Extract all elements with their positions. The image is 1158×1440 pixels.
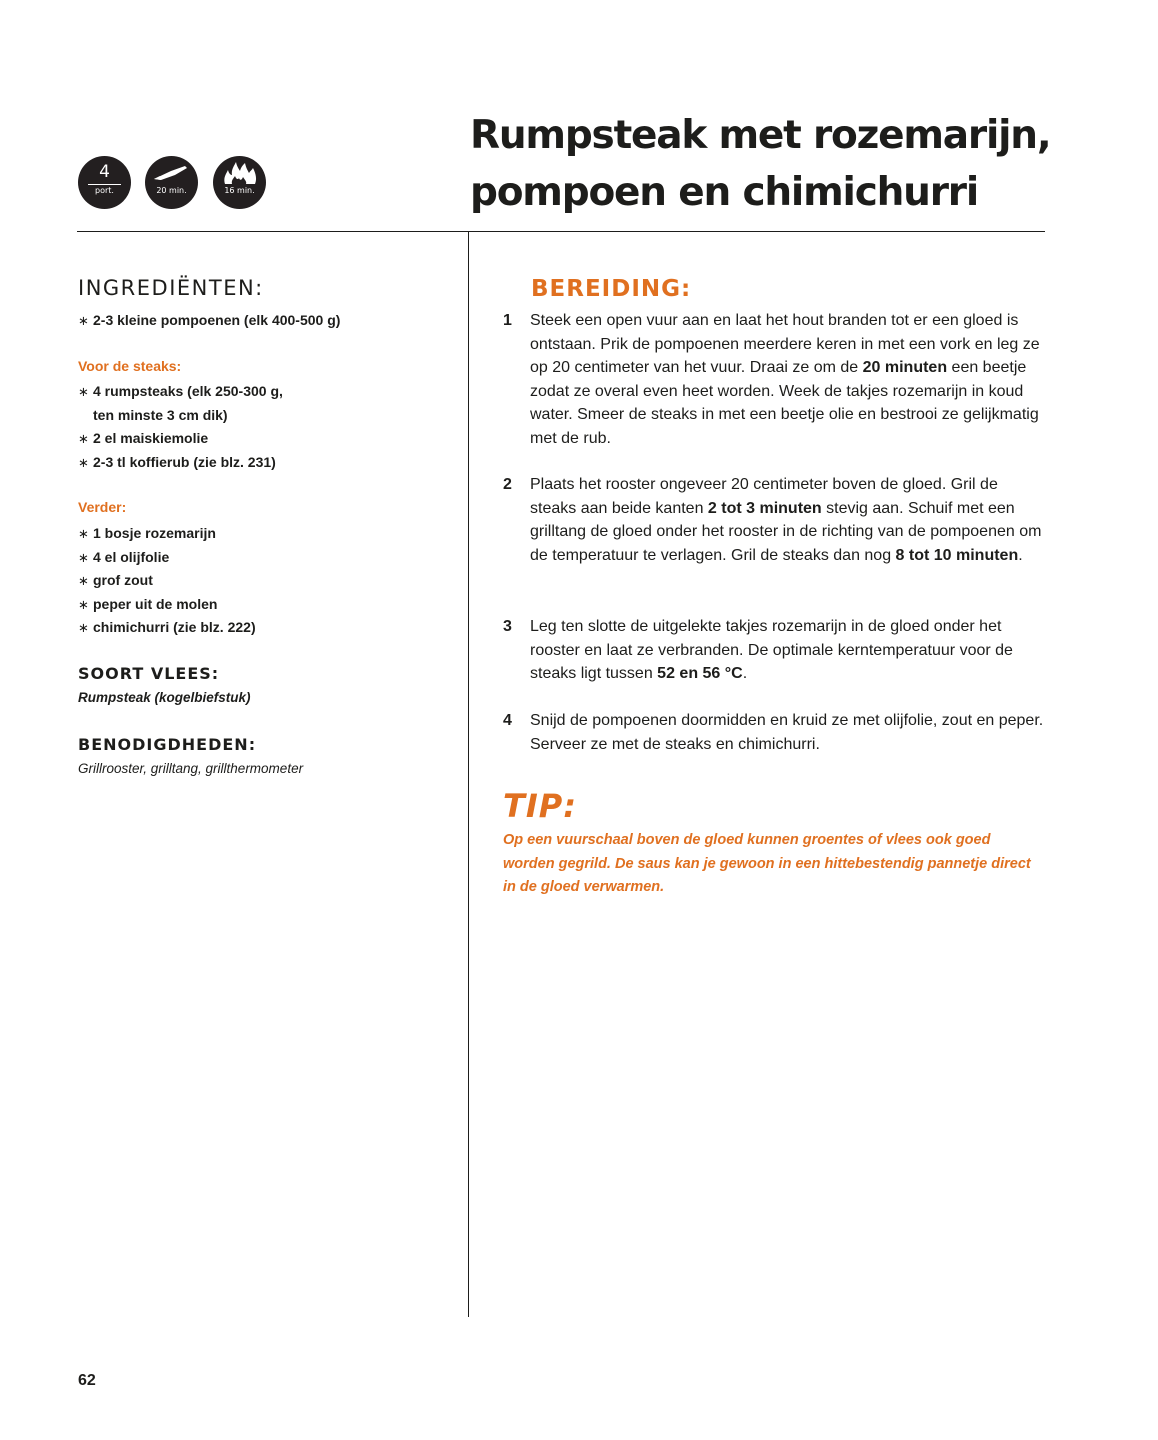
step-text-emphasis: 8 tot 10 minuten <box>895 546 1019 564</box>
portions-label: port. <box>95 186 114 195</box>
equipment-value: Grillrooster, grilltang, grillthermometer <box>78 761 304 776</box>
ingredient-item: ∗ 4 rumpsteaks (elk 250-300 g, <box>78 380 283 404</box>
ingredient-item: ∗ 2-3 tl koffierub (zie blz. 231) <box>78 451 283 475</box>
preparation-heading: BEREIDING: <box>531 276 692 302</box>
steaks-ingredients-list <box>78 380 283 474</box>
step-text <box>530 309 1048 450</box>
step-text-emphasis: 52 en 56 °C <box>657 665 743 682</box>
ingredient-item: ∗ chimichurri (zie blz. 222) <box>78 616 256 640</box>
ingredient-item: ∗ 4 el olijfolie <box>78 546 256 570</box>
preparation-step <box>503 709 1048 756</box>
step-text-part: een beetje zodat ze overal even heet worden. Week de takjes rozemarijn in koud water. Smeer de steaks in met een beetje olie en bestrooi ze gelijkmatig met de rub. <box>530 359 1039 447</box>
step-text <box>530 615 1048 686</box>
recipe-title-line-1: Rumpsteak met rozemarijn, <box>470 113 1051 158</box>
preparation-step <box>503 615 1048 686</box>
grill-time-badge <box>213 156 266 209</box>
step-text-emphasis: 20 minuten <box>862 359 948 376</box>
steaks-subheading: Voor de steaks: <box>78 358 182 374</box>
extra-ingredients-list <box>78 522 256 640</box>
step-number: 1 <box>503 312 512 329</box>
knife-icon <box>151 162 191 184</box>
step-text <box>530 473 1048 567</box>
ingredients-heading: INGREDIËNTEN: <box>78 276 264 300</box>
prep-time-badge <box>145 156 198 209</box>
step-text-emphasis: 2 tot 3 minuten <box>707 499 822 517</box>
preparation-step <box>503 473 1048 567</box>
step-number: 3 <box>503 618 512 635</box>
recipe-title <box>470 107 1110 221</box>
equipment-heading: BENODIGDHEDEN: <box>78 735 257 754</box>
prep-time-label: 20 min. <box>156 186 187 195</box>
ingredient-item: ∗ peper uit de molen <box>78 593 256 617</box>
tip-heading: TIP: <box>503 787 577 825</box>
step-text-part: Snijd de pompoenen doormidden en kruid ze met olijfolie, zout en peper. Serveer ze met de steaks en chimichurri. <box>530 712 1044 753</box>
preparation-step <box>503 309 1048 450</box>
step-text-part: stevig aan. Schuif met een grilltang de gloed onder het rooster in de richting van de pompoenen om de temperatuur te verlagen. Gril de steaks dan nog <box>530 499 1042 564</box>
step-number: 4 <box>503 712 512 729</box>
portions-value: 4 <box>99 162 110 182</box>
page-number: 62 <box>78 1372 96 1389</box>
portions-divider <box>88 184 121 185</box>
extra-subheading: Verder: <box>78 499 127 515</box>
ingredient-item: ∗ 2 el maiskiemolie <box>78 427 283 451</box>
meat-type-heading: SOORT VLEES: <box>78 664 220 683</box>
header-divider <box>77 231 1045 232</box>
column-divider <box>468 231 469 1317</box>
meat-type-value: Rumpsteak (kogelbiefstuk) <box>78 690 251 705</box>
ingredient-item-continuation: ten minste 3 cm dik) <box>93 406 228 423</box>
portions-badge <box>78 156 131 209</box>
ingredient-item: ∗ 2-3 kleine pompoenen (elk 400-500 g) <box>78 309 340 333</box>
ingredient-item: ∗ 1 bosje rozemarijn <box>78 522 256 546</box>
step-number: 2 <box>503 476 512 493</box>
step-text-part: . <box>742 665 748 682</box>
step-text-part: Leg ten slotte de uitgelekte takjes rozemarijn in de gloed onder het rooster en laat ze verbranden. De optimale kerntemperatuur voor de steaks ligt tussen <box>530 618 1013 682</box>
step-text-part: Plaats het rooster ongeveer 20 centimeter boven de gloed. Gril de steaks aan beide kanten <box>530 476 998 517</box>
recipe-title-line-2: pompoen en chimichurri <box>470 170 978 215</box>
step-text <box>530 709 1048 756</box>
flame-icon <box>222 160 258 186</box>
grill-time-label: 16 min. <box>224 186 255 195</box>
step-text-part: Steek een open vuur aan en laat het hout branden tot er een gloed is ontstaan. Prik de pompoenen meerdere keren in met een vork en leg ze op 20 centimeter van het vuur. Draai ze om de <box>530 312 1040 376</box>
tip-text: Op een vuurschaal boven de gloed kunnen groentes of vlees ook goed worden gegrild. De saus kan je gewoon in een hittebestendig pannetje direct in de gloed verwarmen. <box>503 832 1031 895</box>
step-text-part: . <box>1018 546 1023 564</box>
ingredient-item: ∗ grof zout <box>78 569 256 593</box>
ingredients-main-list <box>78 309 340 333</box>
